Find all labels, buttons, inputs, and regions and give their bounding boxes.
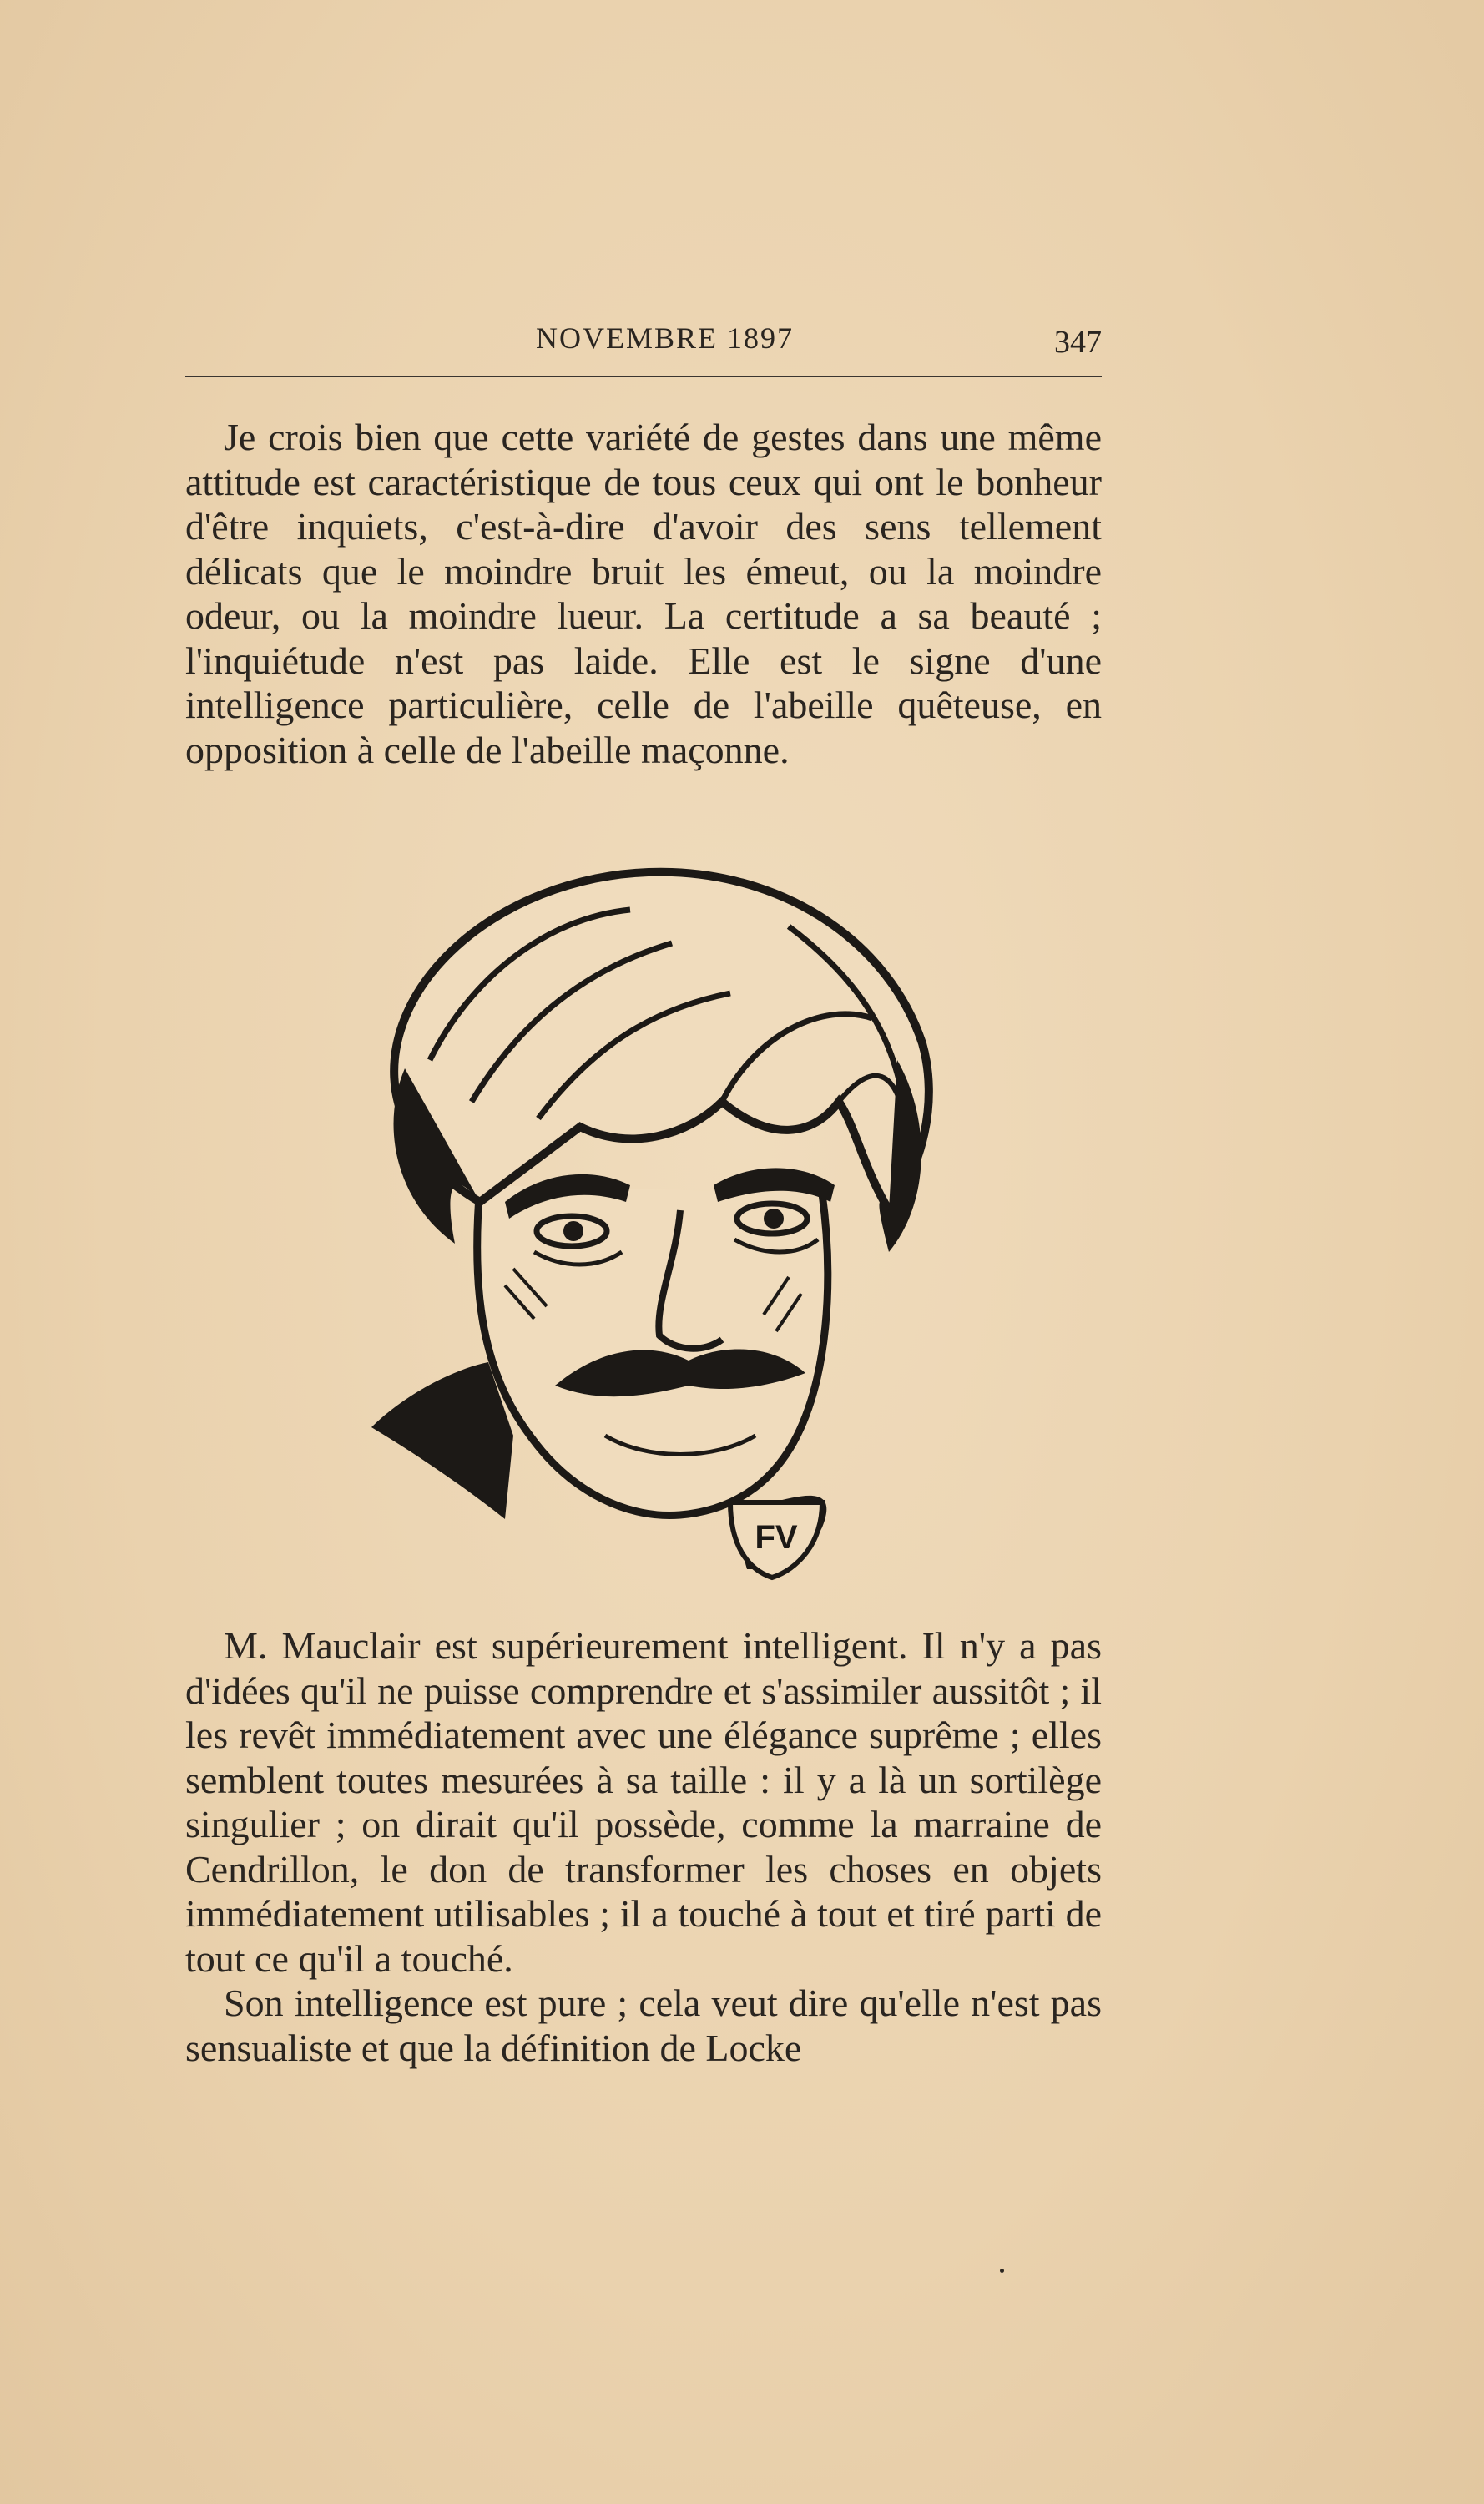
monogram: FV <box>755 1519 798 1556</box>
collar-left <box>371 1362 513 1519</box>
text-block-bottom <box>185 1623 1102 2070</box>
running-head <box>185 321 1102 387</box>
left-pupil <box>563 1221 583 1241</box>
portrait-illustration <box>355 851 947 1586</box>
paragraph: M. Mauclair est supérieurement intelligent. Il n'y a pas d'idées qu'il ne puisse comprendre et s'assimiler aussitôt ; il les revêt immédiatement avec une élégance suprême ; elles semblent toutes mesurées à sa taille : il y a là un sortilège singulier ; on dirait qu'il possède, comme la marraine de Cendrillon, le don de transformer les choses en objets immédiatement utilisables ; il a touché à tout et tiré parti de tout ce qu'il a touché. <box>185 1624 1102 1980</box>
page-number: 347 <box>1054 325 1102 360</box>
running-head-title: NOVEMBRE 1897 <box>536 321 795 355</box>
paragraph: Je crois bien que cette variété de gestes dans une même attitude est caractéristique de tous ceux qui ont le bonheur d'être inquiets, c'est-à-dire d'avoir des sens tellement délicats que le moindre bruit les émeut, ou la moindre odeur, ou la moindre lueur. La certitude a sa beauté ; l'inquiétude n'est pas laide. Elle est le signe d'une intelligence particulière, celle de l'abeille quêteuse, en opposition à celle de l'abeille maçonne. <box>185 416 1102 771</box>
right-pupil <box>764 1209 784 1229</box>
text-block-top <box>185 415 1102 772</box>
paragraph: Son intelligence est pure ; cela veut dire qu'elle n'est pas sensualiste et que la définition de Locke <box>185 1981 1102 2069</box>
hair <box>394 872 929 1210</box>
header-rule <box>185 376 1102 377</box>
woodcut-portrait <box>355 851 947 1586</box>
paper-speck <box>1000 2269 1004 2273</box>
